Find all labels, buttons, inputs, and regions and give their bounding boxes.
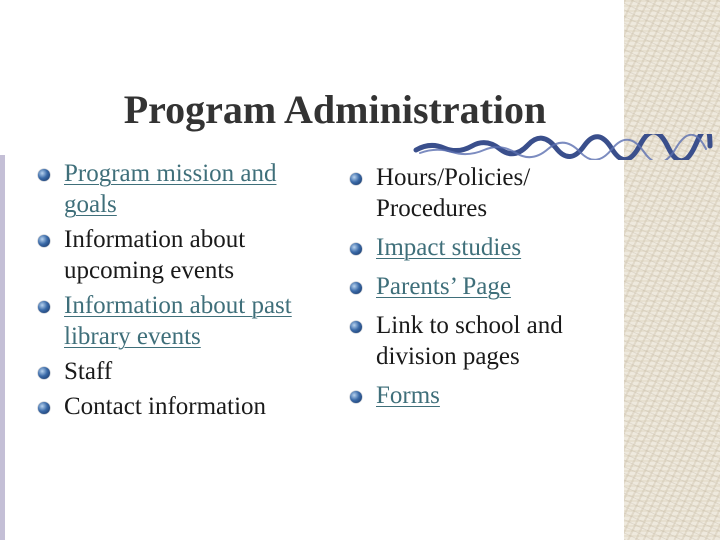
item-label: Program mission and goals: [64, 160, 277, 218]
bullet-icon: [350, 321, 362, 333]
left-bullet-list: [38, 158, 328, 426]
bullet-icon: [38, 402, 50, 414]
item-forms[interactable]: [350, 380, 620, 411]
texture-strip: [624, 0, 720, 540]
item-label: Parents’ Page: [376, 273, 511, 300]
right-bullet-list: [350, 162, 620, 419]
accent-bar: [0, 155, 5, 540]
item-parents-page[interactable]: [350, 271, 620, 302]
item-label: Link to school and division pages: [376, 312, 563, 370]
bullet-icon: [350, 173, 362, 185]
item-label: Impact studies: [376, 234, 522, 261]
bullet-icon: [350, 243, 362, 255]
item-label: Hours/Policies/ Procedures: [376, 164, 531, 222]
item-impact-studies[interactable]: [350, 232, 620, 263]
bullet-icon: [38, 169, 50, 181]
bullet-icon: [38, 301, 50, 313]
item-label: Staff: [64, 358, 113, 385]
bullet-icon: [38, 367, 50, 379]
slide-title: Program Administration: [123, 87, 547, 132]
item-past-events[interactable]: [38, 290, 328, 352]
item-label: Information about past library events: [64, 292, 292, 350]
item-contact-information: [38, 391, 328, 422]
item-program-mission[interactable]: [38, 158, 328, 220]
bullet-icon: [38, 235, 50, 247]
title-underline-squiggle: [410, 134, 715, 160]
item-label: Information about upcoming events: [64, 226, 246, 284]
item-label: Contact information: [64, 393, 267, 420]
item-hours-policies: [350, 162, 620, 224]
item-label: Forms: [376, 382, 440, 409]
item-upcoming-events: [38, 224, 328, 286]
item-school-division-link: [350, 310, 620, 372]
item-staff: [38, 356, 328, 387]
bullet-icon: [350, 391, 362, 403]
bullet-icon: [350, 282, 362, 294]
